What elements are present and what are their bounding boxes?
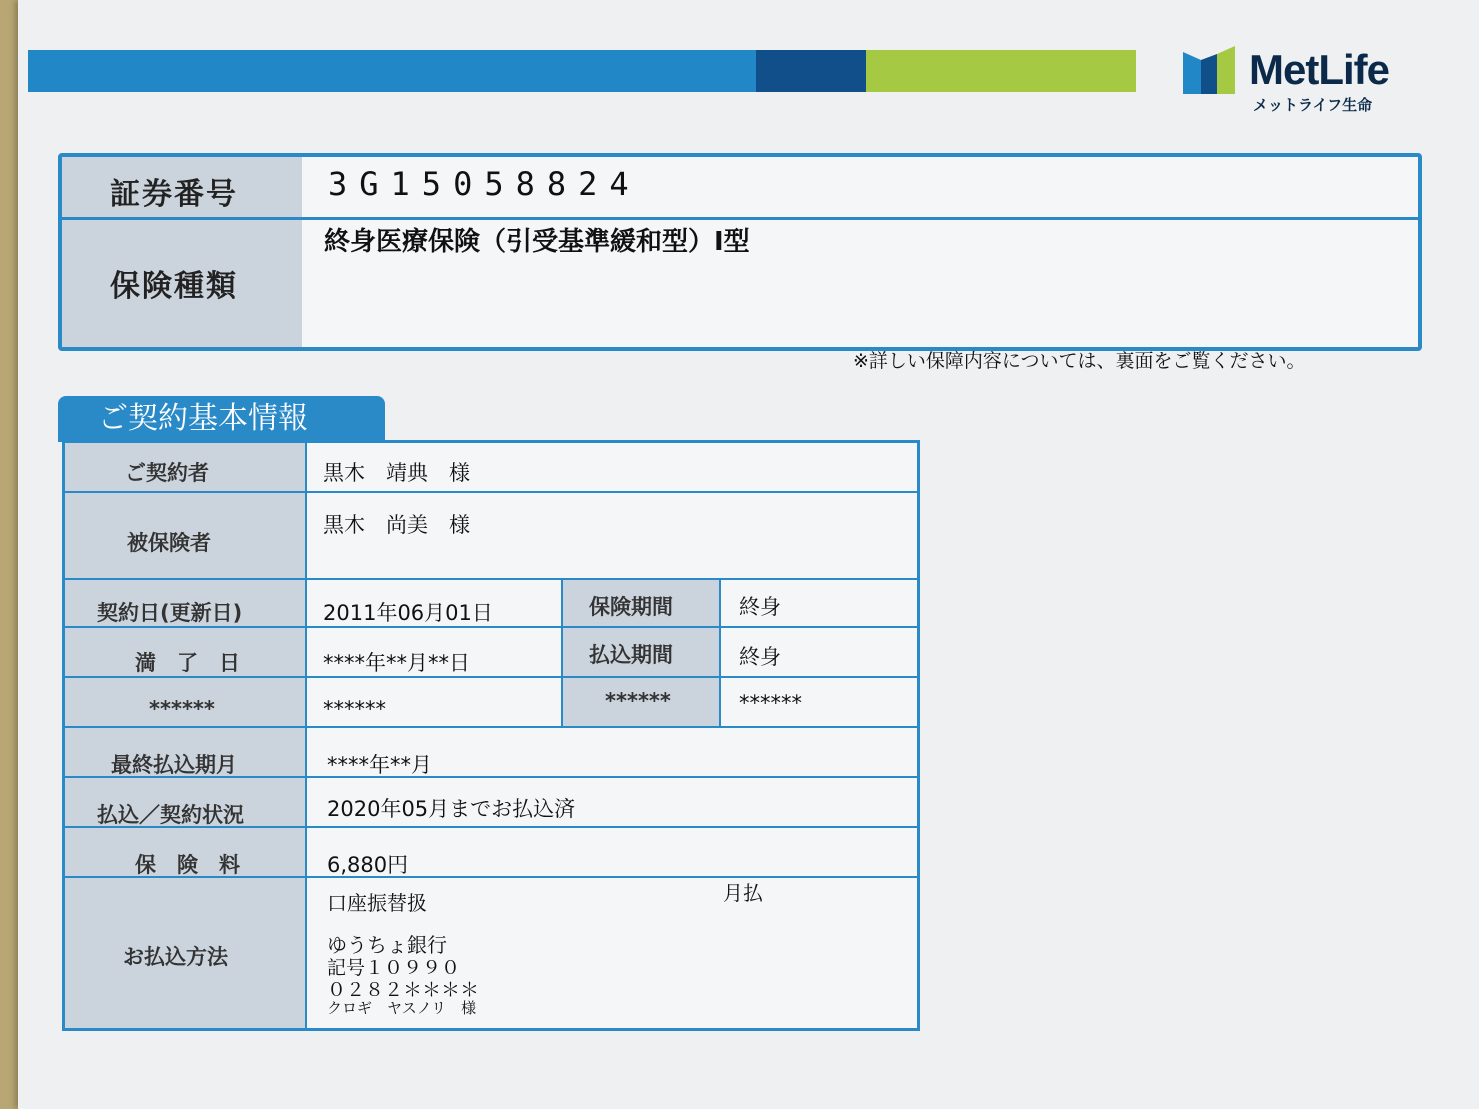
masked-value-2: ****** [739, 691, 802, 715]
contract-info-table [62, 440, 920, 1031]
insured-label: 被保険者 [127, 531, 211, 555]
premium-value: 6,880円 [327, 853, 409, 877]
contract-date-value: 2011年06月01日 [323, 601, 493, 625]
policy-number-label: 証券番号 [110, 177, 238, 212]
premium-label: 保 険 料 [135, 853, 240, 877]
policy-divider [62, 217, 1418, 220]
payment-period-value: 終身 [739, 645, 781, 669]
coverage-period-label: 保険期間 [589, 595, 673, 619]
contractor-value: 黒木 靖典 様 [323, 461, 470, 485]
policy-summary-box [58, 153, 1422, 351]
account-holder: クロギ ヤスノリ 様 [327, 999, 477, 1017]
document-page [18, 0, 1479, 1109]
masked-value-1: ****** [323, 697, 386, 721]
row-divider [65, 491, 917, 493]
logo-wordmark: MetLife [1249, 46, 1389, 93]
maturity-value: ****年**月**日 [323, 651, 470, 675]
status-value: 2020年05月までお払込済 [327, 797, 576, 821]
header-stripe-blue [28, 50, 763, 92]
header-stripe-navy [756, 50, 866, 92]
column-divider [719, 578, 721, 726]
metlife-mark-icon [1183, 46, 1235, 94]
insured-value: 黒木 尚美 様 [323, 513, 470, 537]
policy-type: 終身医療保険（引受基準緩和型）Ⅰ型 [324, 227, 750, 257]
back-page-note: ※詳しい保障内容については、裏面をご覧ください。 [853, 350, 1306, 372]
coverage-period-value: 終身 [739, 595, 781, 619]
payment-method-type: 口座振替扱 [327, 891, 427, 915]
payment-method-label: お払込方法 [123, 945, 228, 969]
logo-subtitle: メットライフ生命 [1253, 96, 1373, 114]
status-label: 払込／契約状況 [97, 803, 244, 827]
policy-number: 3G15058824 [328, 165, 641, 203]
masked-label-1: ****** [149, 697, 215, 721]
account-number: ０２８２＊＊＊＊ [327, 979, 480, 1001]
last-payment-value: ****年**月 [327, 753, 432, 777]
column-divider [561, 578, 563, 726]
payment-period-label: 払込期間 [589, 643, 673, 667]
column-divider [305, 443, 307, 1028]
policy-type-label: 保険種類 [110, 269, 238, 304]
contract-date-label: 契約日(更新日) [97, 601, 243, 625]
bank-name: ゆうちょ銀行 [327, 933, 447, 957]
row-divider [65, 578, 917, 580]
contractor-label: ご契約者 [125, 461, 209, 485]
last-payment-label: 最終払込期月 [111, 753, 237, 777]
payment-frequency: 月払 [723, 881, 763, 905]
metlife-logo [1183, 42, 1423, 122]
row-divider [65, 726, 917, 728]
header-stripe-green [866, 50, 1136, 92]
account-code: 記号１０９９０ [327, 957, 461, 979]
masked-label-2: ****** [605, 689, 671, 713]
section-title-tab: ご契約基本情報 [58, 396, 385, 442]
maturity-label: 満 了 日 [135, 651, 240, 675]
